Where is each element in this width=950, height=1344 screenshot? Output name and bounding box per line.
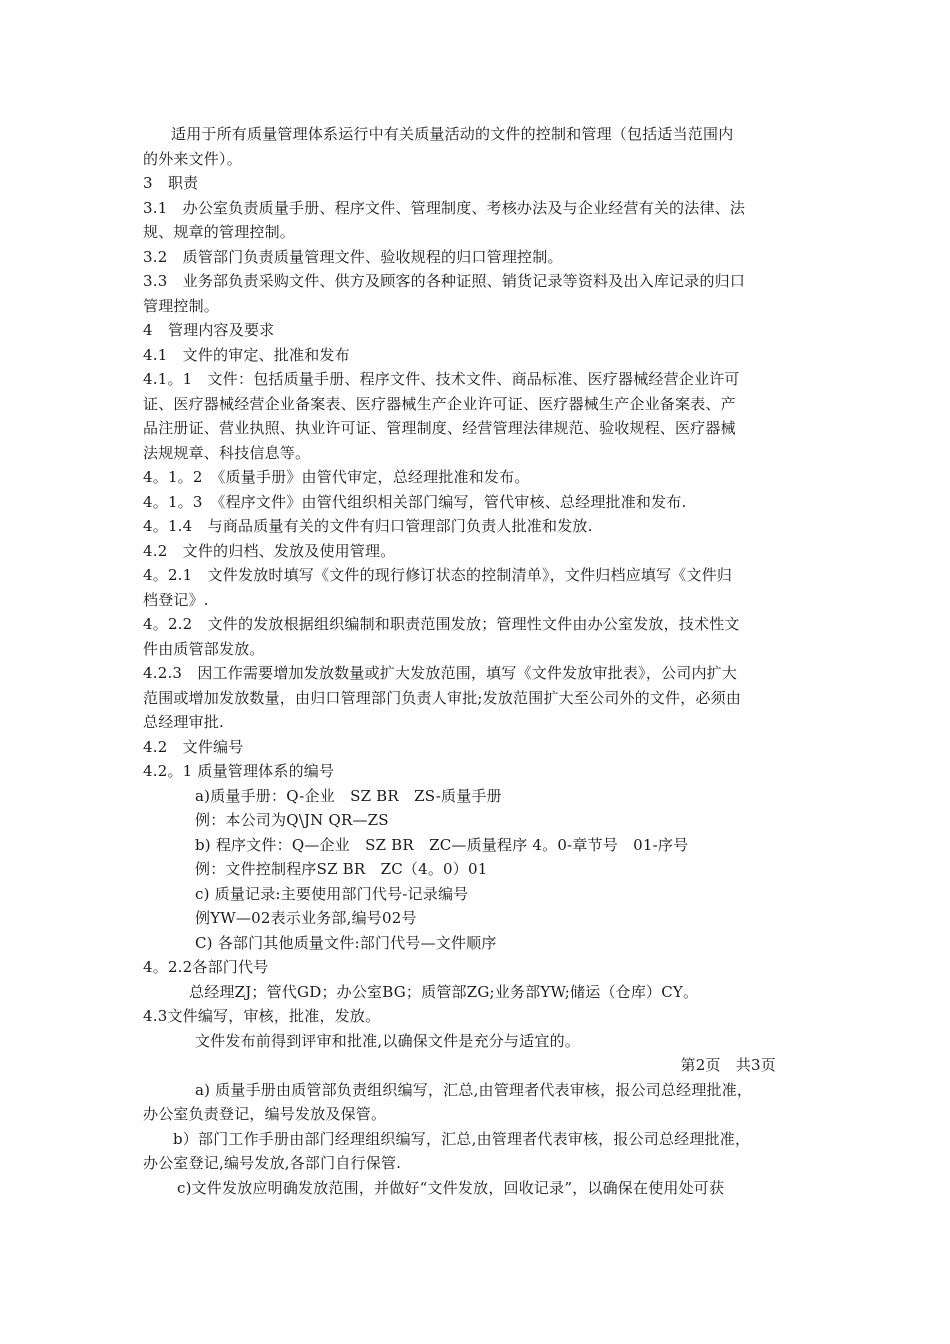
clause-3-3-line-1: 3.3 业务部负责采购文件、供方及顾客的各种证照、销货记录等资料及出入库记录的归口 bbox=[143, 272, 746, 290]
clause-3-1-line-2: 规、规章的管理控制。 bbox=[143, 223, 296, 241]
clause-4-1-4: 4。1.4 与商品质量有关的文件有归口管理部门负责人批准和发放. bbox=[143, 517, 593, 535]
procedure-document-code: b) 程序文件：Q—企业 SZ BR ZC—质量程序 4。0-章节号 01-序号 bbox=[195, 835, 689, 854]
quality-record-example: 例YW—02表示业务部,编号02号 bbox=[195, 909, 417, 927]
page-number: 第2页 共3页 bbox=[680, 1056, 776, 1074]
clause-4-2-3-line-2: 范围或增加发放数量，由归口管理部门负责人审批;发放范围扩大至公司外的文件，必须由 bbox=[143, 688, 742, 707]
procedure-document-example: 例：文件控制程序SZ BR ZC（4。0）01 bbox=[195, 860, 488, 878]
quality-record-code: c) 质量记录:主要使用部门代号-记录编号 bbox=[195, 884, 469, 903]
clause-4-2-3-line-1: 4.2.3 因工作需要增加发放数量或扩大发放范围，填写《文件发放审批表》，公司内扩大 bbox=[143, 664, 738, 682]
clause-4-1-1-line-1: 4.1。1 文件：包括质量手册、程序文件、技术文件、商品标准、医疗器械经营企业许可 bbox=[143, 370, 740, 388]
clause-4-1-3: 4。1。3 《程序文件》由管代组织相关部门编写，管代审核、总经理批准和发布. bbox=[143, 492, 687, 511]
clause-4-1-heading: 4.1 文件的审定、批准和发布 bbox=[143, 345, 350, 364]
clause-4-1-1-line-4: 法规规章、科技信息等。 bbox=[143, 443, 311, 462]
quality-manual-code: a)质量手册：Q-企业 SZ BR ZS-质量手册 bbox=[195, 786, 502, 805]
other-quality-document-code: C) 各部门其他质量文件:部门代号—文件顺序 bbox=[195, 933, 497, 952]
document-numbering-heading: 4.2 文件编号 bbox=[143, 737, 244, 756]
department-code-list: 总经理ZJ；管代GD；办公室BG；质管部ZG;业务部YW;储运（仓库）CY。 bbox=[189, 982, 699, 1001]
item-b-line-1: b）部门工作手册由部门经理组织编写，汇总,由管理者代表审核，报公司总经理批准， bbox=[173, 1129, 751, 1148]
document-page bbox=[143, 122, 810, 1200]
clause-4-2-heading: 4.2 文件的归档、发放及使用管理。 bbox=[143, 541, 396, 560]
clause-3-1-line-1: 3.1 办公室负责质量手册、程序文件、管理制度、考核办法及与企业经营有关的法律、法 bbox=[143, 198, 746, 217]
quality-manual-example: 例：本公司为Q\JN QR—ZS bbox=[195, 811, 389, 829]
clause-3-3-line-2: 管理控制。 bbox=[143, 296, 220, 315]
section-4-heading: 4 管理内容及要求 bbox=[143, 321, 275, 339]
clause-4-2-2-line-1: 4。2.2 文件的发放根据组织编制和职责范围发放；管理性文件由办公室发放，技术性文 bbox=[143, 615, 740, 633]
clause-4-3-intro: 文件发布前得到评审和批准,以确保文件是充分与适宜的。 bbox=[195, 1031, 580, 1050]
clause-4-2-1-line-1: 4。2.1 文件发放时填写《文件的现行修订状态的控制清单》，文件归档应填写《文件归 bbox=[143, 566, 733, 584]
department-code-heading: 4。2.2各部门代号 bbox=[143, 958, 269, 976]
clause-4-1-1-line-3: 品注册证、营业执照、执业许可证、管理制度、经营管理法律规范、验收规程、医疗器械 bbox=[143, 419, 736, 437]
clause-4-1-2: 4。1。2 《质量手册》由管代审定，总经理批准和发布。 bbox=[143, 468, 530, 486]
item-b-line-2: 办公室登记,编号发放,各部门自行保管. bbox=[143, 1154, 402, 1172]
item-a-line-1: a) 质量手册由质管部负责组织编写，汇总,由管理者代表审核，报公司总经理批准， bbox=[195, 1080, 753, 1099]
clause-4-2-2-line-2: 件由质管部发放。 bbox=[143, 639, 265, 658]
item-a-line-2: 办公室负责登记，编号发放及保管。 bbox=[143, 1105, 387, 1123]
clause-4-2-3-line-3: 总经理审批. bbox=[143, 713, 224, 731]
scope-paragraph-line-1: 适用于所有质量管理体系运行中有关质量活动的文件的控制和管理（包括适当范围内 bbox=[171, 125, 734, 143]
clause-4-3-heading: 4.3文件编写，审核，批准，发放。 bbox=[143, 1007, 381, 1025]
clause-3-2: 3.2 质管部门负责质量管理文件、验收规程的归口管理控制。 bbox=[143, 247, 563, 266]
item-c-line-1: c)文件发放应明确发放范围，并做好“文件发放，回收记录”，以确保在使用处可获 bbox=[177, 1178, 725, 1197]
clause-4-1-1-line-2: 证、医疗器械经营企业备案表、医疗器械生产企业许可证、医疗器械生产企业备案表、产 bbox=[143, 394, 736, 413]
clause-4-2-1-line-2: 档登记》. bbox=[143, 590, 209, 609]
numbering-system-heading: 4.2。1 质量管理体系的编号 bbox=[143, 762, 335, 780]
section-3-heading: 3 职责 bbox=[143, 174, 199, 192]
scope-paragraph-line-2: 的外来文件）。 bbox=[143, 149, 242, 168]
